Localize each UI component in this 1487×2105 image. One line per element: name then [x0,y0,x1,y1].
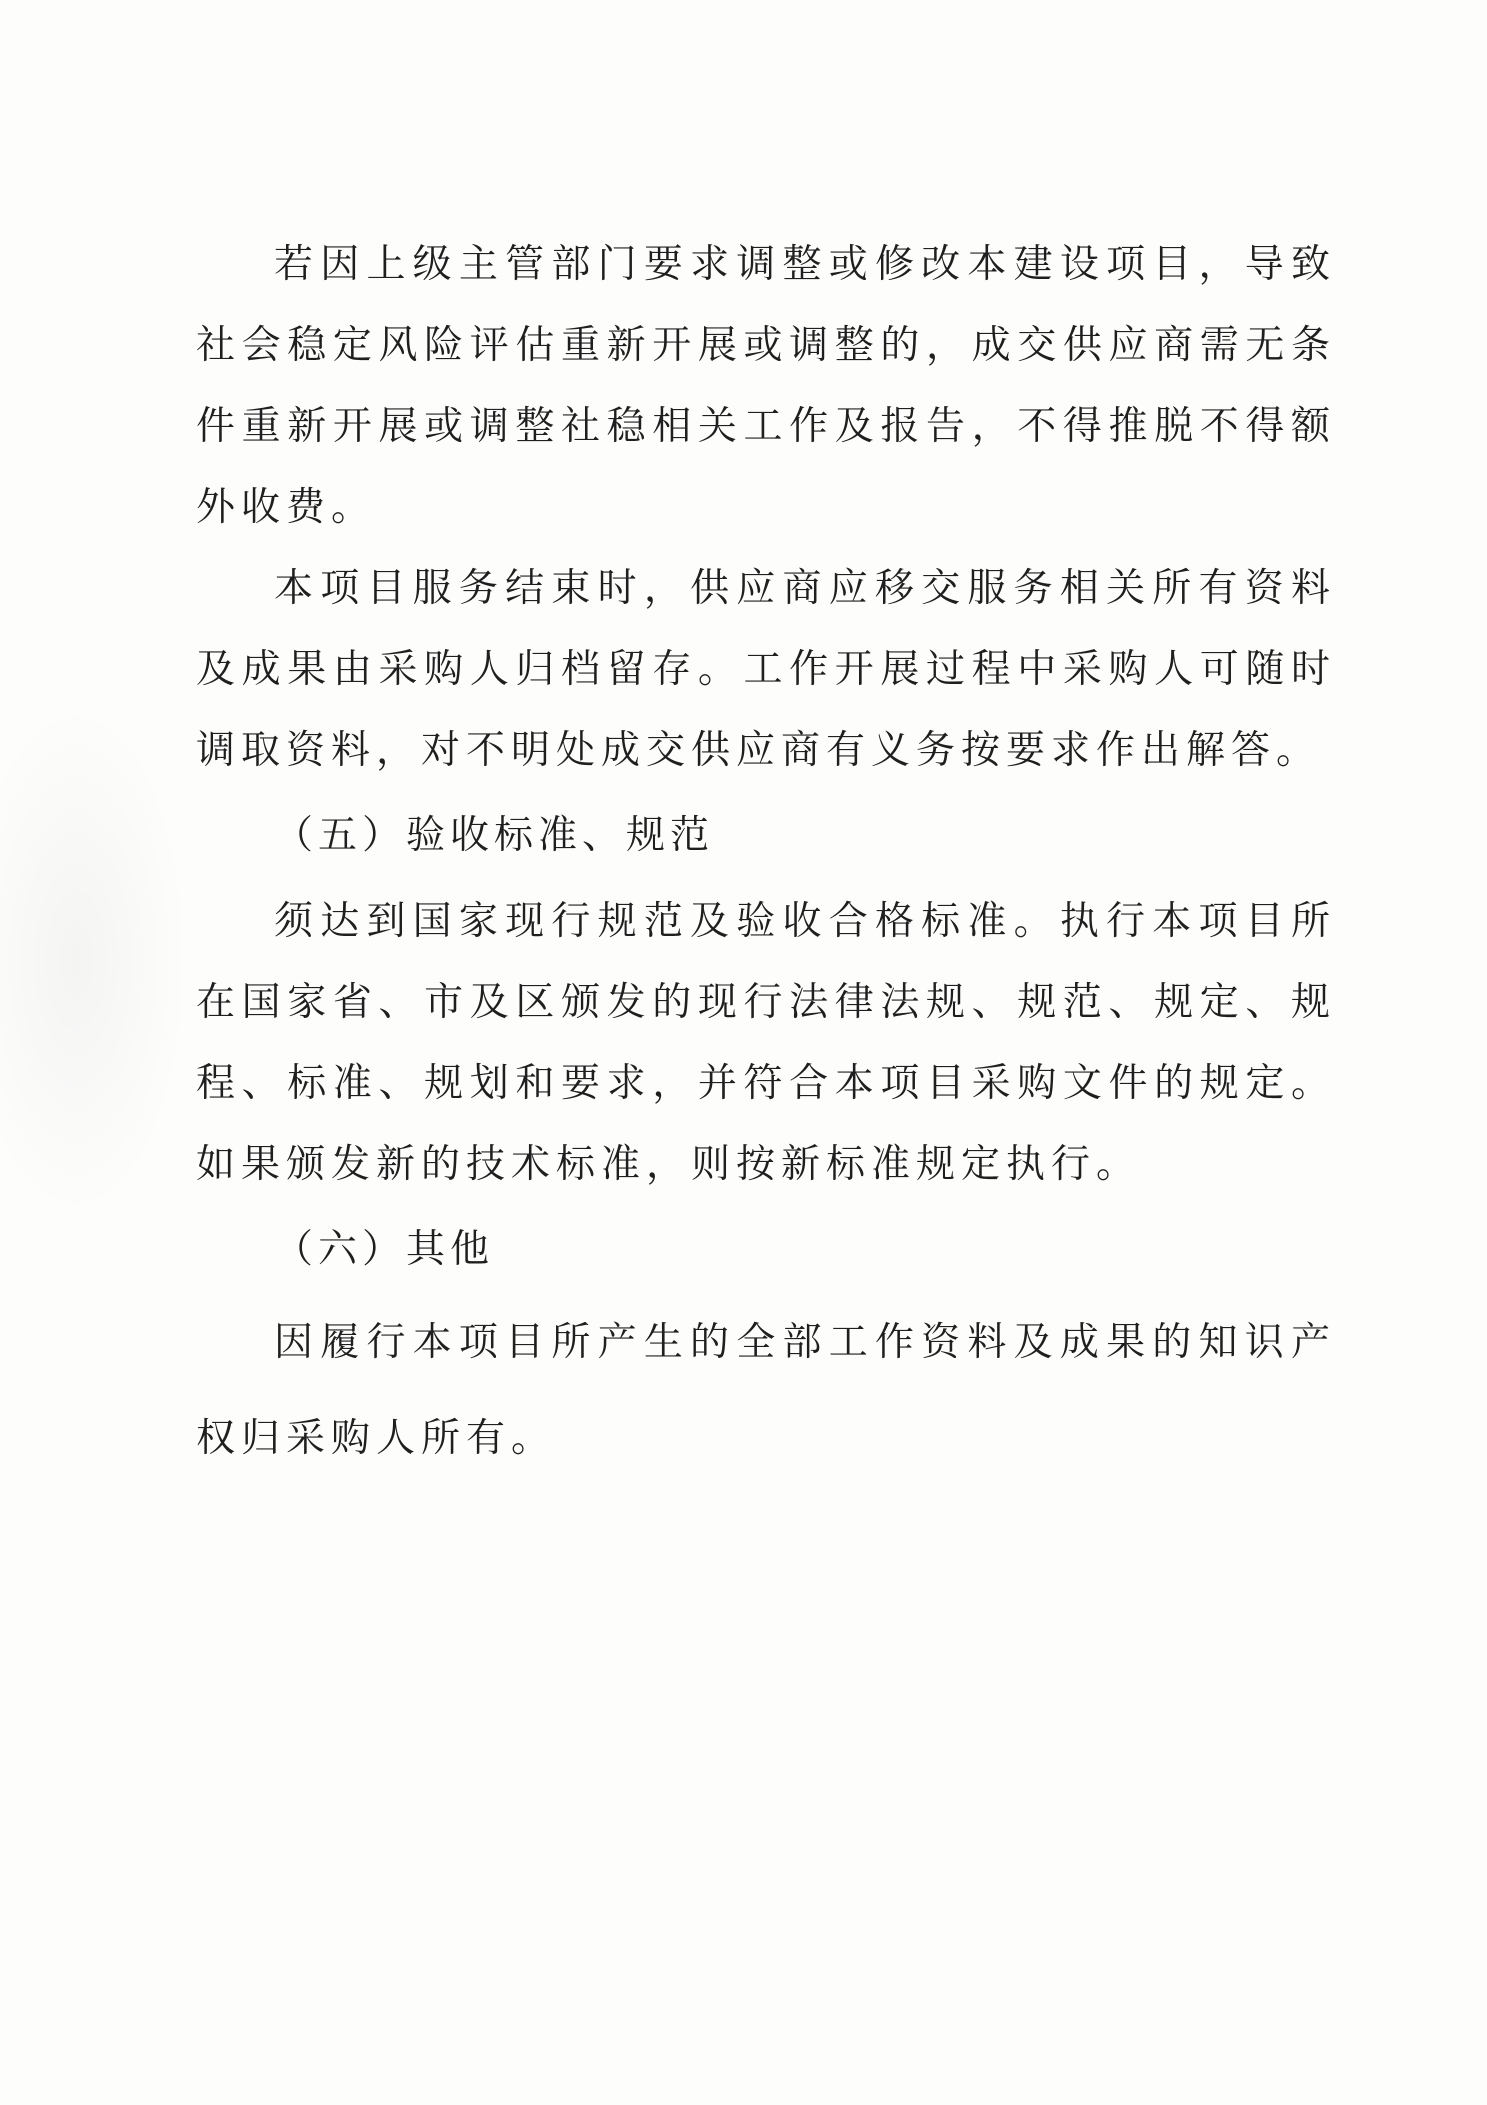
paragraph-acceptance-standards: 须达到国家现行规范及验收合格标准。执行本项目所在国家省、市及区颁发的现行法律法规、规范、规定、规程、标准、规划和要求，并符合本项目采购文件的规定。如果颁发新的技术标准，则按新标准规定执行。 [196,899,1336,1187]
paragraph-materials-handover: 本项目服务结束时，供应商应移交服务相关所有资料及成果由采购人归档留存。工作开展过程中采购人可随时调取资料，对不明处成交供应商有义务按要求作出解答。 [196,566,1336,773]
section-heading-acceptance-standards: （五）验收标准、规范 [274,813,715,858]
paragraph-intellectual-property: 因履行本项目所产生的全部工作资料及成果的知识产权归采购人所有。 [196,1320,1336,1461]
section-heading-other: （六）其他 [274,1227,495,1272]
paragraph-social-risk-reassessment: 若因上级主管部门要求调整或修改本建设项目，导致社会稳定风险评估重新开展或调整的，成交供应商需无条件重新开展或调整社稳相关工作及报告，不得推脱不得额外收费。 [196,242,1336,530]
document-body [196,224,1336,1487]
scan-shadow [0,700,190,1220]
